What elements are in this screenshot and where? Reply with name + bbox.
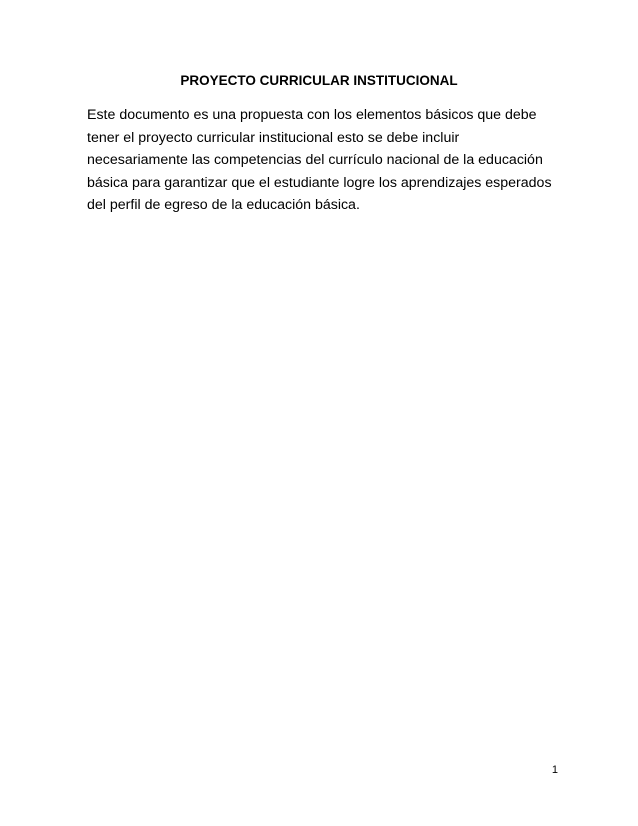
paragraph-line: Este documento es una propuesta con los elementos básicos que debe xyxy=(87,107,537,123)
document-title: PROYECTO CURRICULAR INSTITUCIONAL xyxy=(180,73,458,88)
body-paragraph xyxy=(87,104,552,217)
page-number: 1 xyxy=(551,764,558,776)
paragraph-line: tener el proyecto curricular institucional esto se debe incluir xyxy=(87,129,460,146)
paragraph-line: básica para garantizar que el estudiante logre los aprendizajes esperados xyxy=(87,174,552,191)
paragraph-line: necesariamente las competencias del currículo nacional de la educación xyxy=(87,152,543,169)
paragraph-line: del perfil de egreso de la educación básica. xyxy=(87,197,360,214)
